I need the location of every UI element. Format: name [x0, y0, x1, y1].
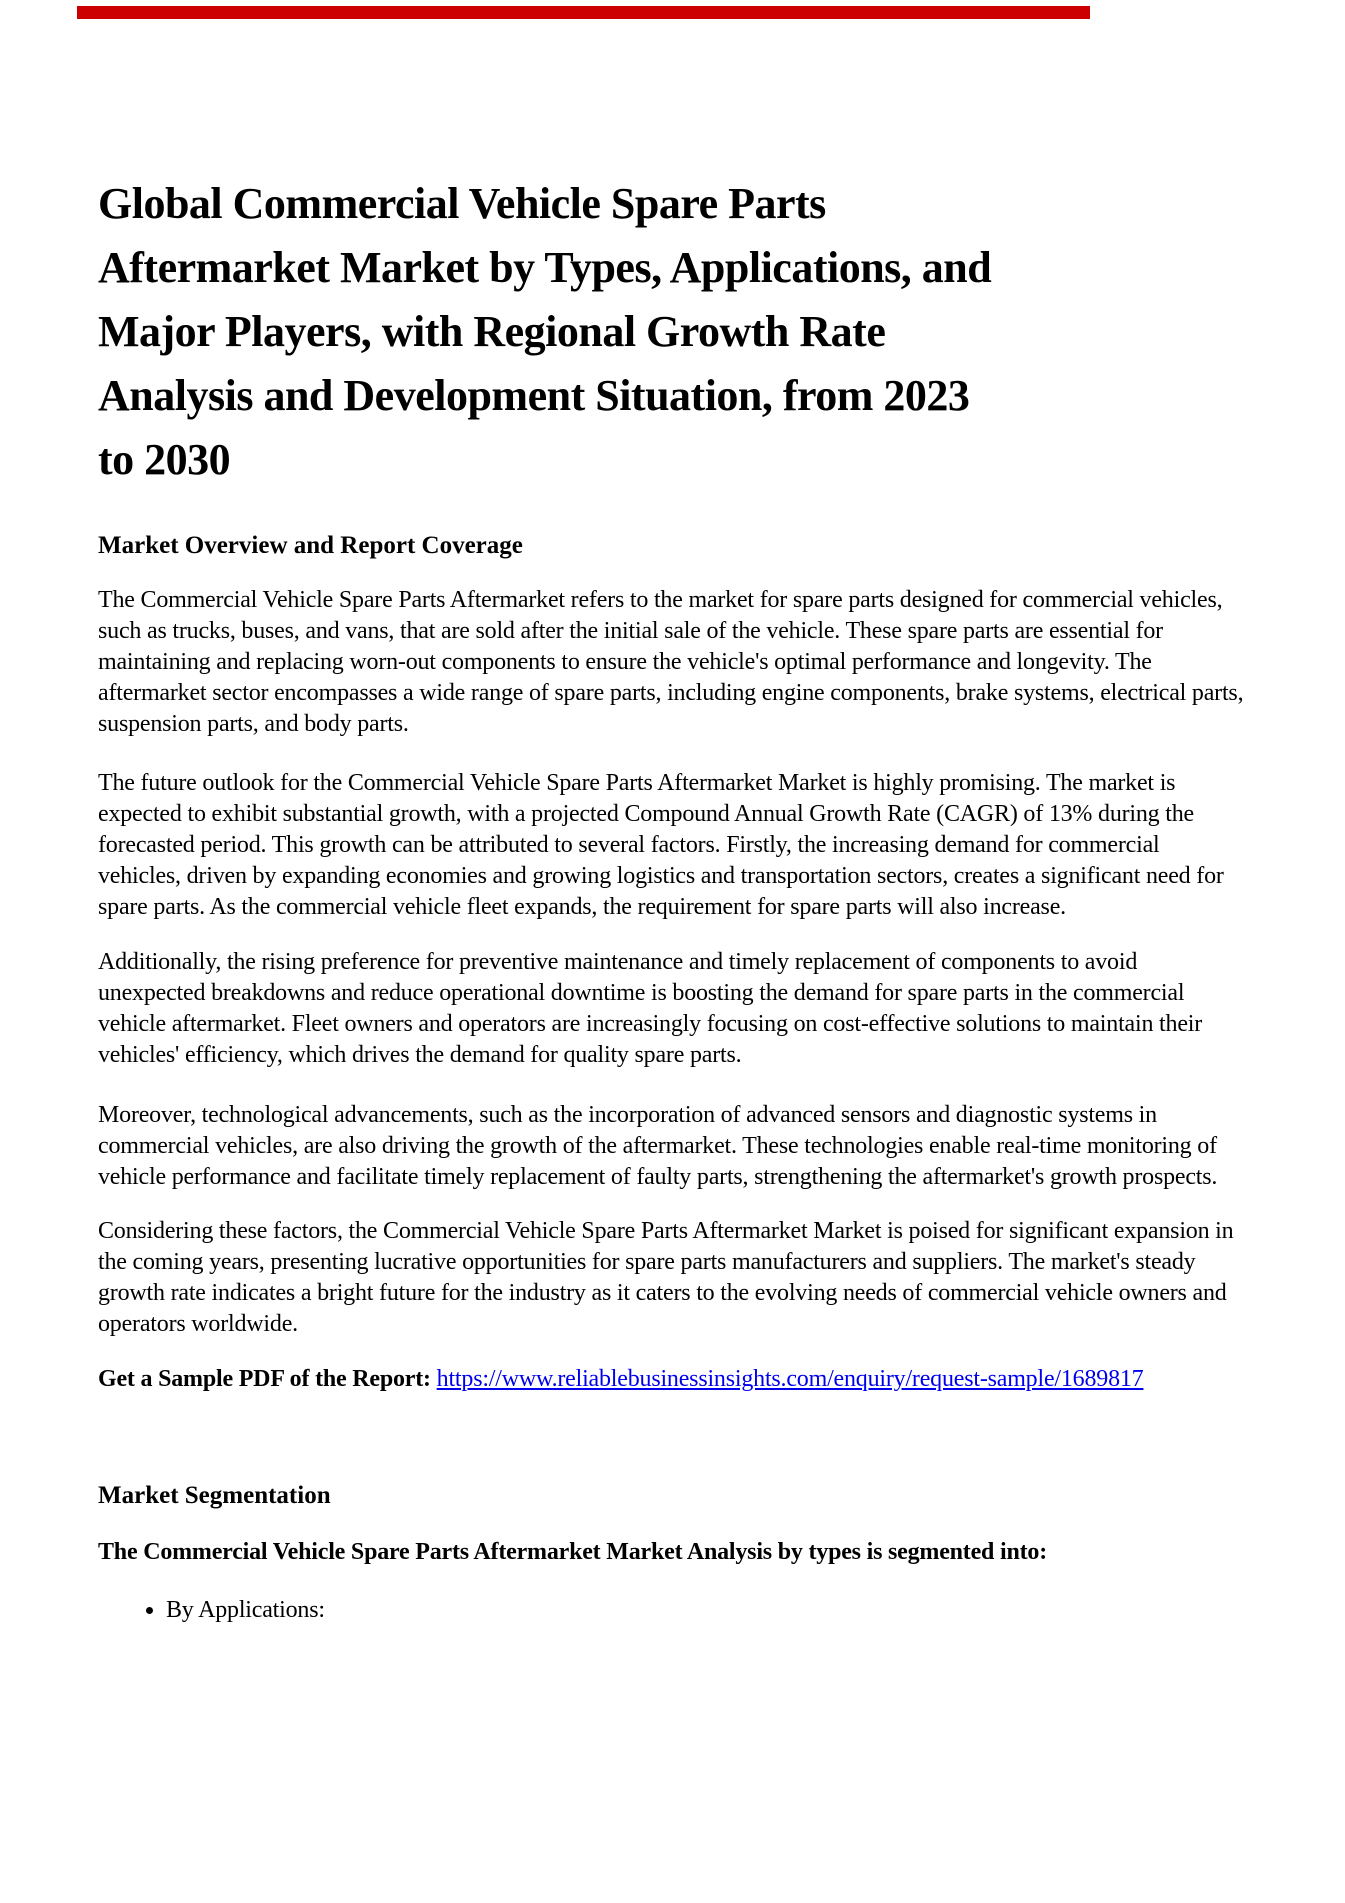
sample-request-line — [98, 1364, 1198, 1395]
sample-pdf-label: Get a Sample PDF of the Report: — [98, 1366, 431, 1392]
overview-paragraph-5: Considering these factors, the Commercial Vehicle Spare Parts Aftermarket Market is poised for significant expansion in the coming years, presenting lucrative opportunities for spare parts manufacturers and suppliers. The market's steady growth rate indicates a bright future for the industry as it caters to the evolving needs of commercial vehicle owners and operators worldwide. — [98, 1218, 1234, 1337]
overview-paragraph-3: Additionally, the rising preference for preventive maintenance and timely replacement of components to avoid unexpected breakdowns and reduce operational downtime is boosting the demand for spare parts in the commercial vehicle aftermarket. Fleet owners and operators are increasingly focusing on cost-effective solutions to maintain their vehicles' efficiency, which drives the demand for quality spare parts. — [98, 949, 1203, 1068]
sample-report-link[interactable]: https://www.reliablebusinessinsights.com/enquiry/request-sample/1689817 — [436, 1366, 1144, 1392]
list-item-by-applications: • By Applications: — [166, 1595, 1248, 1626]
segmentation-list — [98, 1595, 1248, 1626]
section-heading-market-segmentation: Market Segmentation — [98, 1482, 331, 1509]
report-content — [98, 0, 1248, 1626]
page-title: Global Commercial Vehicle Spare Parts Aftermarket Market by Types, Applications, and Major Players, with Regional Growth Rate Analysis and Development Situation, from 2023 to 2030 — [98, 179, 992, 484]
overview-paragraph-2: The future outlook for the Commercial Vehicle Spare Parts Aftermarket Market is highly promising. The market is expected to exhibit substantial growth, with a projected Compound Annual Growth Rate (CAGR) of 13% during the forecasted period. This growth can be attributed to several factors. Firstly, the increasing demand for commercial vehicles, driven by expanding economies and growing logistics and transportation sectors, creates a significant need for spare parts. As the commercial vehicle fleet expands, the requirement for spare parts will also increase. — [98, 770, 1224, 920]
segmentation-intro: The Commercial Vehicle Spare Parts Aftermarket Market Analysis by types is segmented into: — [98, 1539, 1047, 1565]
overview-paragraph-4: Moreover, technological advancements, such as the incorporation of advanced sensors and diagnostic systems in commercial vehicles, are also driving the growth of the aftermarket. These technologies enable real-time monitoring of vehicle performance and facilitate timely replacement of faulty parts, strengthening the aftermarket's growth prospects. — [98, 1102, 1218, 1190]
section-heading-market-overview: Market Overview and Report Coverage — [98, 532, 523, 559]
overview-paragraph-1: The Commercial Vehicle Spare Parts Aftermarket refers to the market for spare parts designed for commercial vehicles, such as trucks, buses, and vans, that are sold after the initial sale of the vehicle. These spare parts are essential for maintaining and replacing worn-out components to ensure the vehicle's optimal performance and longevity. The aftermarket sector encompasses a wide range of spare parts, including engine components, brake systems, electrical parts, suspension parts, and body parts. — [98, 587, 1244, 737]
